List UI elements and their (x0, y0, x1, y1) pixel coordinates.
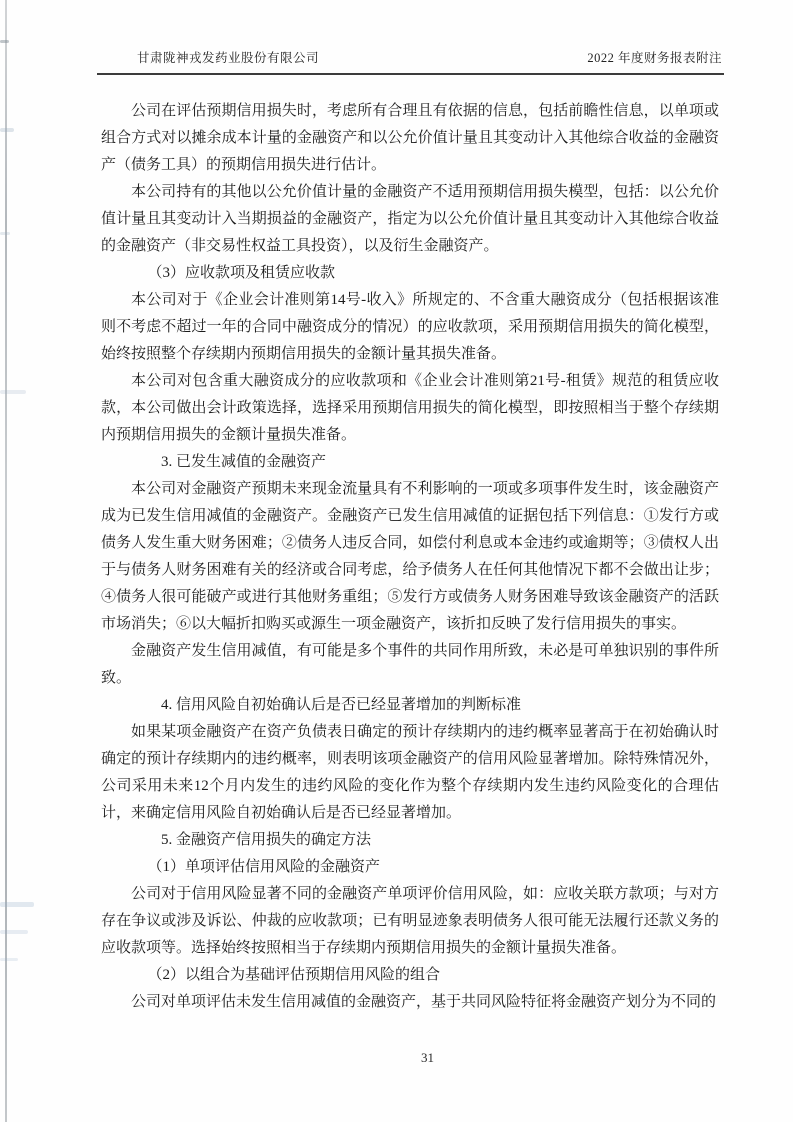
section-heading: 5. 金融资产信用损失的确定方法 (161, 832, 372, 848)
scan-smudge (0, 232, 10, 235)
scan-edge-artifact (5, 0, 7, 1122)
page-number: 31 (421, 1050, 434, 1065)
scan-smudge (0, 40, 9, 43)
paragraph: 公司在评估预期信用损失时，考虑所有合理且有依据的信息，包括前瞻性信息，以单项或组合方式对以摊余成本计量的金融资产和以公允价值计量且其变动计入其他综合收益的金融资产（债务工具）的预期信用损失进行估计。 (101, 103, 719, 173)
paragraph: 本公司对包含重大融资成分的应收款项和《企业会计准则第21号-租赁》规范的租赁应收款，本公司做出会计政策选择，选择采用预期信用损失的简化模型，即按照相当于整个存续期内预期信用损失的金额计量损失准备。 (101, 373, 719, 443)
scan-smudge (0, 390, 26, 394)
section-heading: 3. 已发生减值的金融资产 (161, 454, 327, 470)
scan-smudge (0, 128, 14, 132)
paragraph: 如果某项金融资产在资产负债表日确定的预计存续期内的违约概率显著高于在初始确认时确定的预计存续期内的违约概率，则表明该项金融资产的信用风险显著增加。除特殊情况外，公司采用未来12个月内发生的违约风险的变化作为整个存续期内发生违约风险变化的合理估计，来确定信用风险自初始确认后是否已经显著增加。 (101, 724, 719, 821)
paragraph: 公司对单项评估未发生信用减值的金融资产，基于共同风险特征将金融资产划分为不同的 (131, 994, 717, 1010)
scan-smudge (0, 930, 28, 934)
section-heading: （3）应收款项及租赁应收款 (147, 265, 336, 281)
scan-smudge (0, 902, 34, 907)
paragraph: 本公司持有的其他以公允价值计量的金融资产不适用预期信用损失模型，包括：以公允价值计量且其变动计入当期损益的金融资产，指定为以公允价值计量且其变动计入其他综合收益的金融资产（非交易性权益工具投资），以及衍生金融资产。 (101, 184, 719, 254)
paragraph: 公司对于信用风险显著不同的金融资产单项评价信用风险，如：应收关联方款项；与对方存在争议或涉及诉讼、仲裁的应收款项；已有明显迹象表明债务人很可能无法履行还款义务的应收款项等。选择始终按照相当于存续期内预期信用损失的金额计量损失准备。 (101, 886, 719, 956)
page-header (97, 48, 724, 75)
header-company-name: 甘肃陇神戎发药业股份有限公司 (137, 51, 320, 65)
paragraph: 金融资产发生信用减值，有可能是多个事件的共同作用所致，未必是可单独识别的事件所致。 (101, 643, 719, 686)
document-body (101, 98, 719, 1016)
section-heading: （1）单项评估信用风险的金融资产 (147, 859, 381, 875)
header-doc-title: 2022 年度财务报表附注 (587, 51, 722, 65)
section-heading: 4. 信用风险自初始确认后是否已经显著增加的判断标准 (161, 697, 522, 713)
section-heading: （2）以组合为基础评估预期信用风险的组合 (147, 967, 441, 983)
paragraph: 本公司对金融资产预期未来现金流量具有不利影响的一项或多项事件发生时，该金融资产成为已发生信用减值的金融资产。金融资产已发生信用减值的证据包括下列信息：①发行方或债务人发生重大财务困难；②债务人违反合同，如偿付利息或本金违约或逾期等；③债权人出于与债务人财务困难有关的经济或合同考虑，给予债务人在任何其他情况下都不会做出让步；④债务人很可能破产或进行其他财务重组；⑤发行方或债务人财务困难导致该金融资产的活跃市场消失；⑥以大幅折扣购买或源生一项金融资产，该折扣反映了发行信用损失的事实。 (101, 481, 719, 632)
paragraph: 本公司对于《企业会计准则第14号-收入》所规定的、不含重大融资成分（包括根据该准则不考虑不超过一年的合同中融资成分的情况）的应收款项，采用预期信用损失的简化模型，始终按照整个存续期内预期信用损失的金额计量其损失准备。 (101, 292, 719, 362)
scan-smudge (0, 958, 18, 961)
